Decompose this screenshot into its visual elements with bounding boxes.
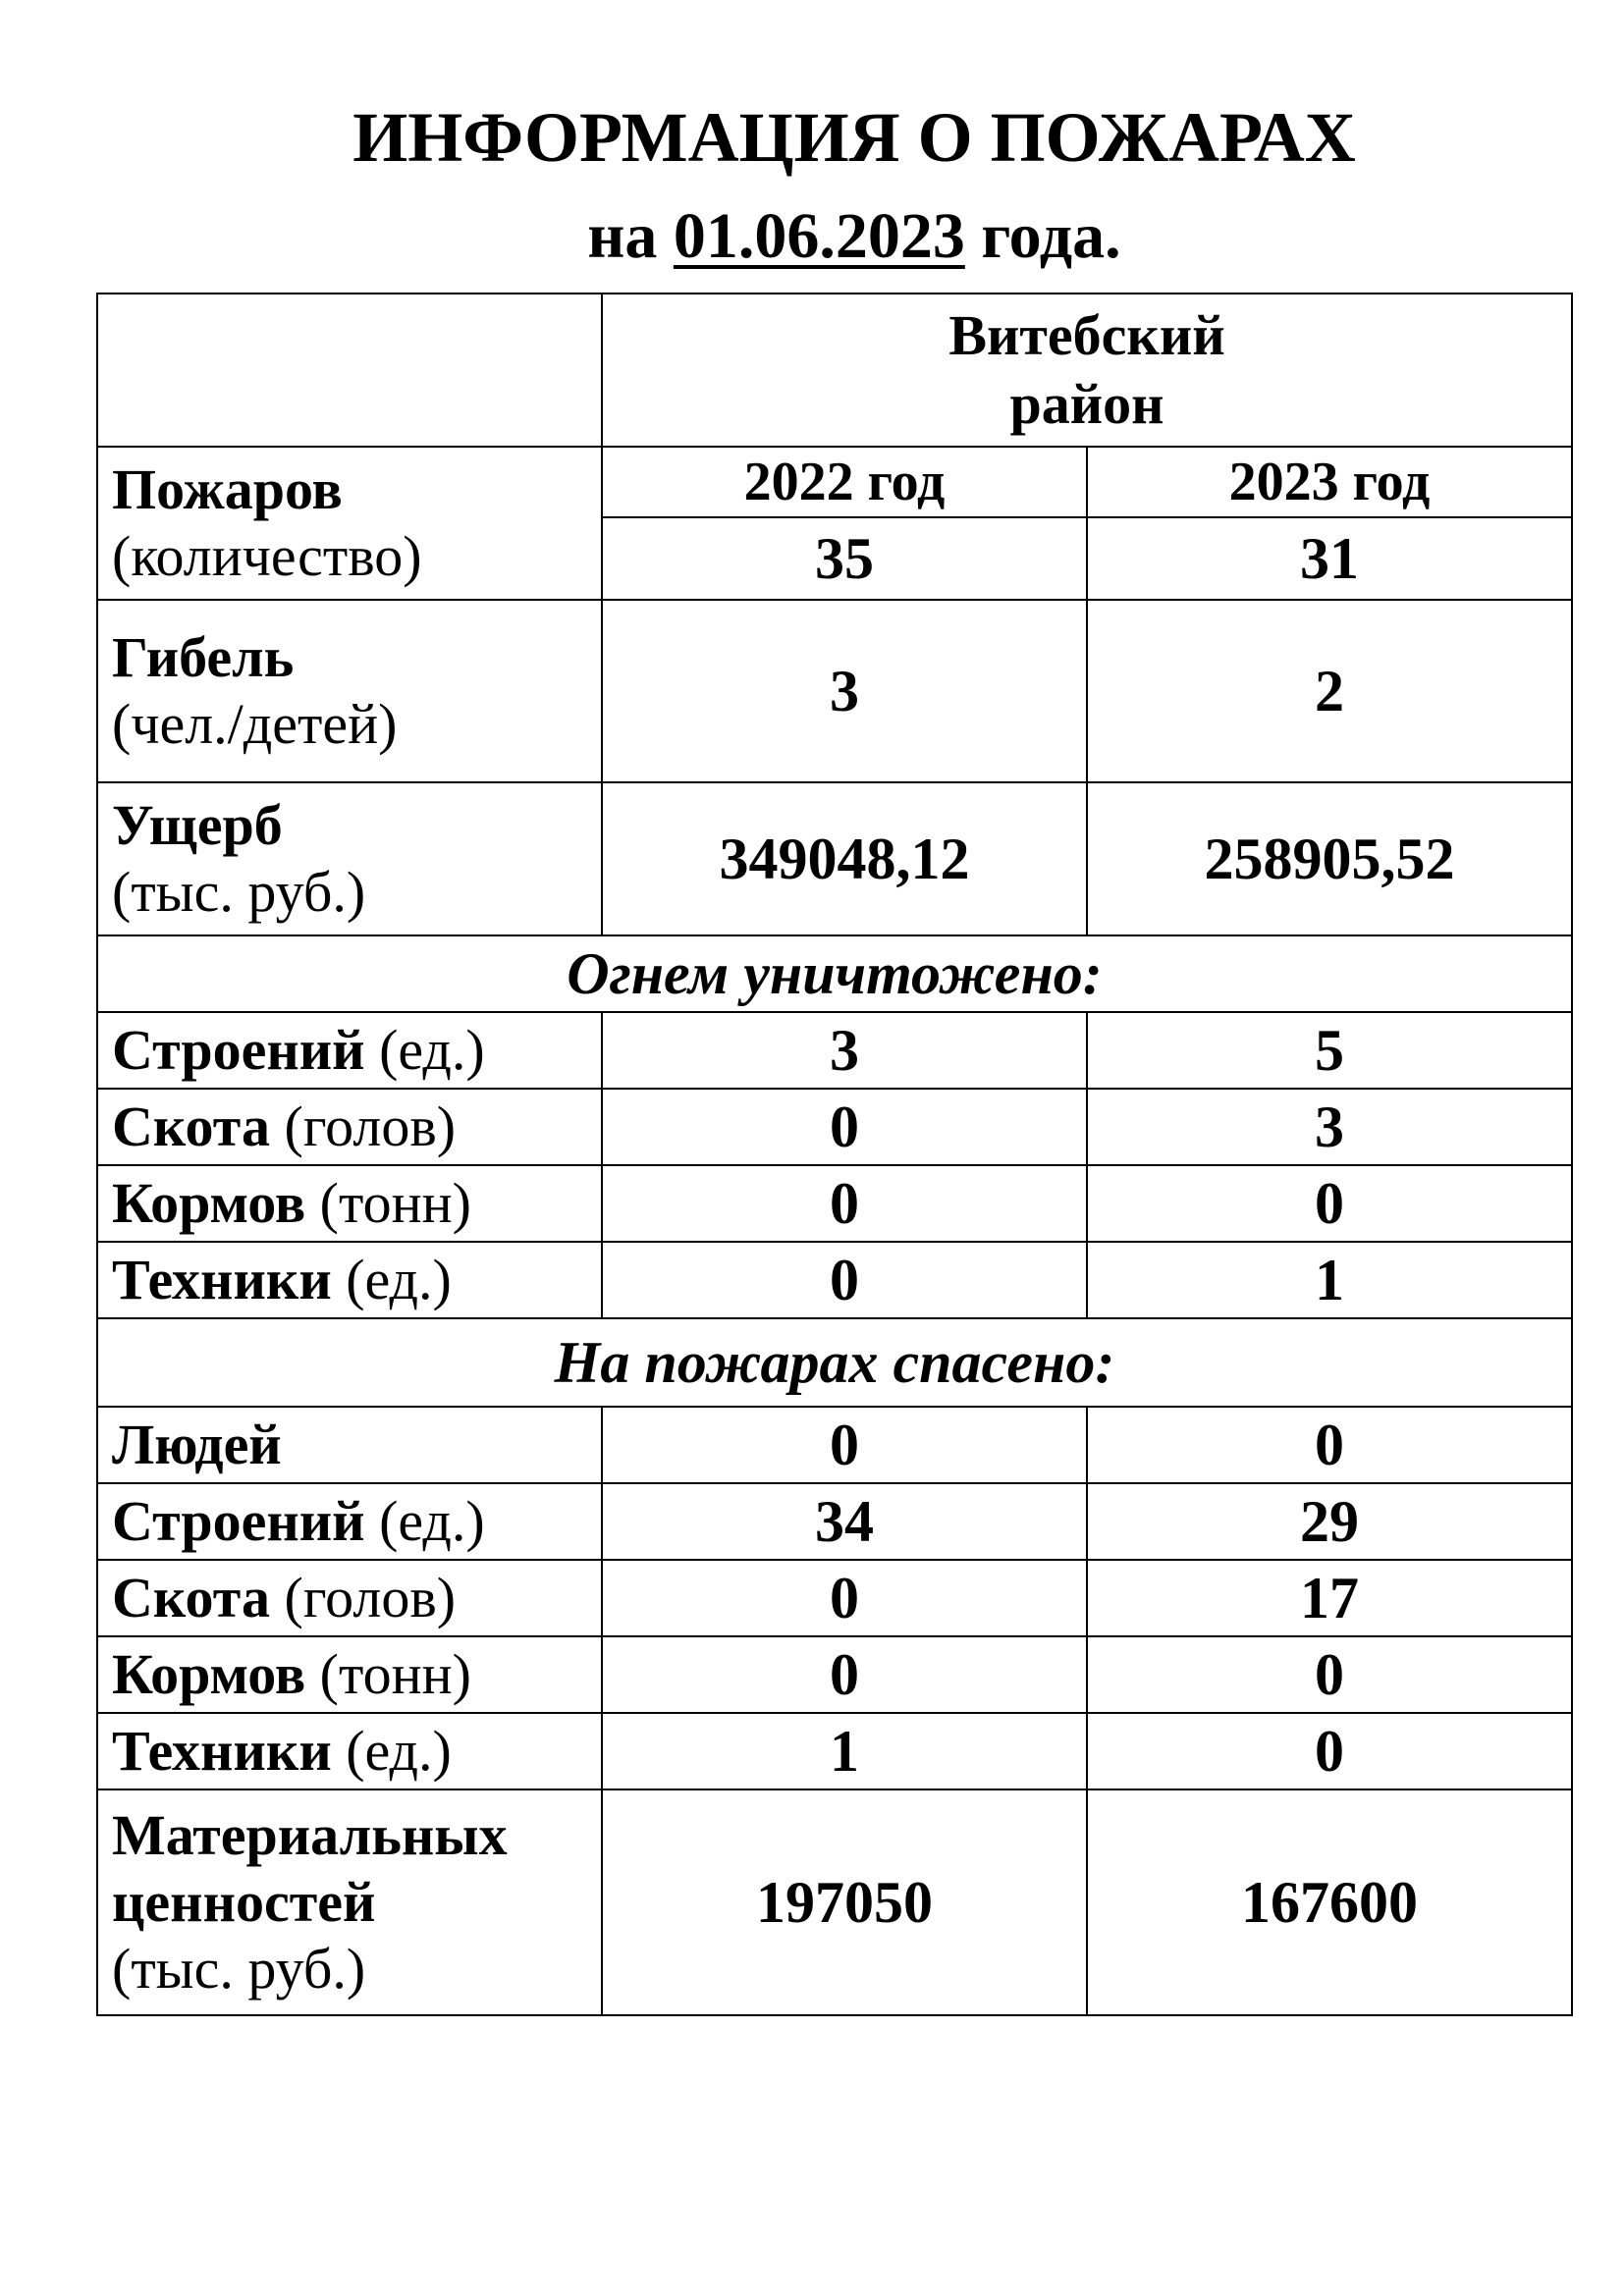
material-label-bold-2: ценностей: [112, 1870, 376, 1935]
saved-label: Строений (ед.): [97, 1483, 602, 1560]
damage-row: [97, 782, 1572, 935]
destroyed-2023-value: 0: [1087, 1165, 1572, 1242]
saved-2023-value: 29: [1087, 1483, 1572, 1560]
destroyed-section-header: Огнем уничтожено:: [97, 935, 1572, 1012]
saved-section-row: [97, 1318, 1572, 1407]
damage-2023-value: 258905,52: [1087, 782, 1572, 935]
fires-label: [97, 447, 602, 600]
table-header-row: [97, 294, 1572, 447]
material-2022-value: 197050: [602, 1789, 1087, 2015]
saved-2022-value: 1: [602, 1713, 1087, 1789]
region-line-2: район: [1009, 372, 1164, 436]
saved-row: [97, 1636, 1572, 1713]
page-subtitle: [0, 200, 1624, 272]
saved-row: [97, 1713, 1572, 1789]
saved-2022-value: 0: [602, 1636, 1087, 1713]
page-title: ИНФОРМАЦИЯ О ПОЖАРАХ: [352, 98, 1356, 177]
damage-2022-value: 349048,12: [602, 782, 1087, 935]
saved-2023-value: 0: [1087, 1636, 1572, 1713]
saved-row: [97, 1560, 1572, 1636]
fires-label-unit: (количество): [112, 524, 422, 588]
destroyed-row: [97, 1242, 1572, 1318]
destroyed-label: Техники (ед.): [97, 1242, 602, 1318]
destroyed-row: [97, 1165, 1572, 1242]
report-date: 01.06.2023: [673, 200, 965, 272]
saved-label: Техники (ед.): [97, 1713, 602, 1789]
saved-2022-value: 34: [602, 1483, 1087, 1560]
deaths-label-bold: Гибель: [112, 625, 295, 690]
deaths-row: [97, 600, 1572, 782]
subtitle-suffix: года.: [981, 200, 1121, 272]
fires-label-bold: Пожаров: [112, 457, 343, 522]
fire-statistics-table: [96, 293, 1573, 2016]
destroyed-2022-value: 0: [602, 1165, 1087, 1242]
region-header: [602, 294, 1572, 447]
saved-2023-value: 0: [1087, 1407, 1572, 1483]
material-label-bold-1: Материальных: [112, 1803, 508, 1868]
saved-row: [97, 1407, 1572, 1483]
subtitle-prefix: на: [587, 200, 658, 272]
saved-row: [97, 1483, 1572, 1560]
saved-section-header: На пожарах спасено:: [97, 1318, 1572, 1407]
destroyed-2023-value: 5: [1087, 1012, 1572, 1089]
destroyed-2022-value: 0: [602, 1089, 1087, 1165]
damage-label-bold: Ущерб: [112, 793, 283, 858]
material-label: [97, 1789, 602, 2015]
destroyed-2023-value: 3: [1087, 1089, 1572, 1165]
saved-label: Скота (голов): [97, 1560, 602, 1636]
deaths-2023-value: 2: [1087, 600, 1572, 782]
destroyed-label: Кормов (тонн): [97, 1165, 602, 1242]
deaths-label: [97, 600, 602, 782]
material-label-unit: (тыс. руб.): [112, 1936, 366, 2001]
destroyed-label: Строений (ед.): [97, 1012, 602, 1089]
year-2022-header: 2022 год: [602, 447, 1087, 517]
fires-2023-value: 31: [1087, 517, 1572, 600]
region-line-1: Витебский: [948, 303, 1225, 368]
saved-2023-value: 0: [1087, 1713, 1572, 1789]
empty-corner-cell: [97, 294, 602, 447]
saved-label: Людей: [97, 1407, 602, 1483]
year-2023-header: 2023 год: [1087, 447, 1572, 517]
damage-label-unit: (тыс. руб.): [112, 860, 366, 924]
fires-2022-value: 35: [602, 517, 1087, 600]
saved-label: Кормов (тонн): [97, 1636, 602, 1713]
destroyed-2022-value: 3: [602, 1012, 1087, 1089]
destroyed-2022-value: 0: [602, 1242, 1087, 1318]
destroyed-row: [97, 1089, 1572, 1165]
saved-2022-value: 0: [602, 1407, 1087, 1483]
years-row: [97, 447, 1572, 517]
damage-label: [97, 782, 602, 935]
deaths-label-unit: (чел./детей): [112, 692, 398, 756]
destroyed-section-row: [97, 935, 1572, 1012]
destroyed-2023-value: 1: [1087, 1242, 1572, 1318]
saved-2022-value: 0: [602, 1560, 1087, 1636]
destroyed-row: [97, 1012, 1572, 1089]
saved-2023-value: 17: [1087, 1560, 1572, 1636]
material-row: [97, 1789, 1572, 2015]
deaths-2022-value: 3: [602, 600, 1087, 782]
destroyed-label: Скота (голов): [97, 1089, 602, 1165]
material-2023-value: 167600: [1087, 1789, 1572, 2015]
